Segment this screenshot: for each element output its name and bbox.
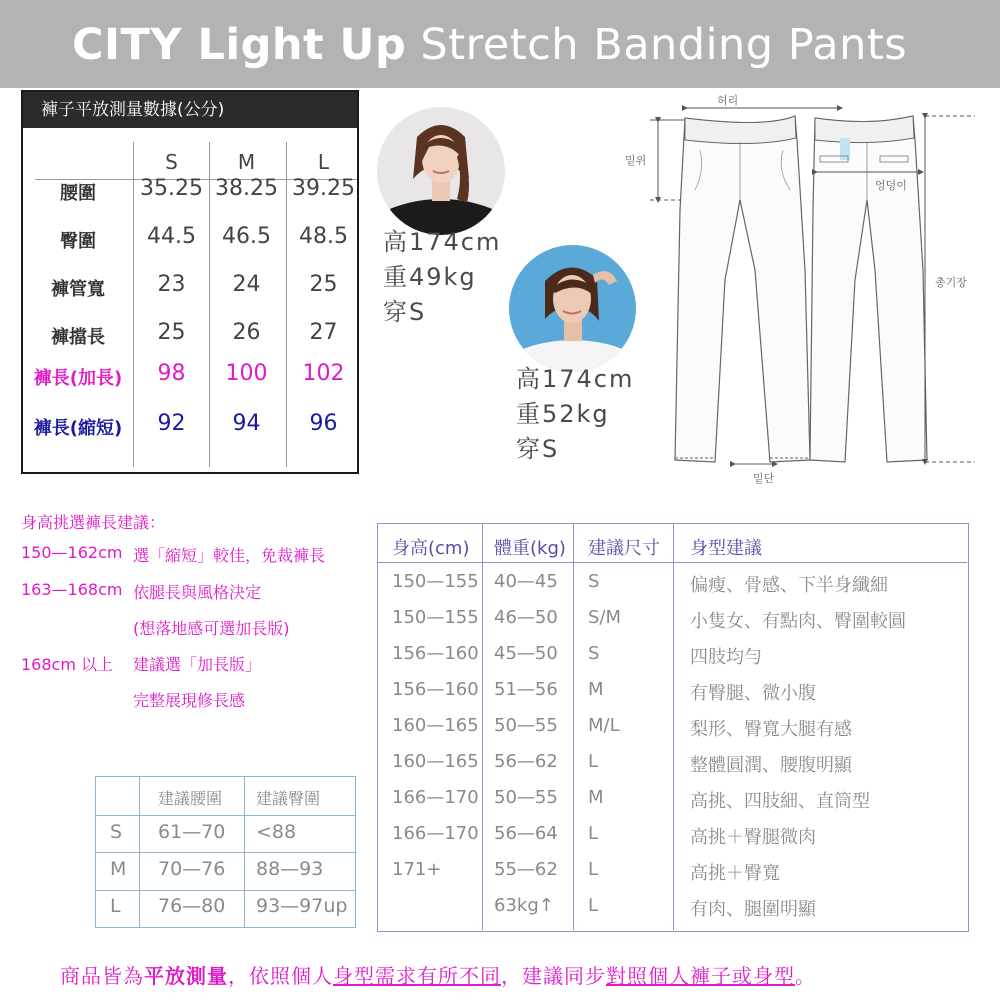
note-part-5: ，建議同步	[501, 964, 606, 988]
small-table-cell: <88	[256, 821, 297, 843]
size-row-label: 褲擋長	[51, 327, 105, 348]
big-table-header: 身型建議	[690, 538, 762, 559]
big-table-header: 體重(kg)	[494, 538, 566, 559]
big-table-cell: M	[588, 679, 604, 700]
big-table-cell: 63kg↑	[494, 895, 554, 916]
big-table-cell: 156—160	[392, 679, 479, 700]
note-part-7: 。	[795, 964, 816, 988]
size-value-cell: 98	[157, 361, 186, 386]
big-table-cell: L	[588, 895, 599, 916]
small-table-rule	[96, 815, 355, 816]
pants-sketch	[605, 90, 995, 495]
diagram-label-hem: 밑단	[753, 472, 775, 485]
size-measurement-table	[21, 90, 359, 474]
measurement-note	[60, 960, 816, 989]
big-table-header: 建議尺寸	[588, 538, 660, 559]
size-table-header: 褲子平放測量數據(公分)	[23, 92, 357, 128]
size-value-cell: 44.5	[147, 224, 196, 249]
size-value-cell: 100	[225, 361, 268, 386]
body-type-size-table	[377, 523, 969, 932]
small-table-cell: 88—93	[256, 858, 324, 880]
size-value-cell: 23	[157, 272, 186, 297]
small-table-cell: M	[110, 858, 127, 880]
diagram-label-hip: 엉덩이	[875, 179, 907, 192]
big-table-cell: 166—170	[392, 787, 479, 808]
title-banner	[0, 0, 1000, 88]
big-table-cell: 有肉、腿圍明顯	[690, 899, 816, 920]
size-value-cell: 39.25	[292, 176, 355, 201]
note-part-2: 平放測量	[144, 964, 228, 988]
small-table-rule	[96, 890, 355, 891]
note-part-3: ，依照個人	[228, 964, 333, 988]
big-table-divider	[482, 524, 483, 930]
size-value-cell: 48.5	[299, 224, 348, 249]
big-table-cell: 46—50	[494, 607, 558, 628]
big-table-cell: 150—155	[392, 607, 479, 628]
big-table-cell: 171+	[392, 859, 442, 880]
size-row-label: 褲長(加長)	[33, 368, 123, 389]
big-table-cell: 梨形、臀寬大腿有感	[690, 719, 852, 740]
size-value-cell: 46.5	[222, 224, 271, 249]
advice-text: 完整展現修長感	[133, 691, 246, 710]
small-table-cell: S	[110, 821, 123, 843]
big-table-header: 身高(cm)	[392, 538, 470, 559]
model-1-weight: 重49kg	[383, 263, 477, 291]
big-table-cell: 56—62	[494, 751, 558, 772]
small-table-divider	[244, 777, 245, 927]
size-value-cell: 25	[157, 320, 186, 345]
size-value-cell: 35.25	[140, 176, 203, 201]
big-table-cell: 150—155	[392, 571, 479, 592]
diagram-label-total-length: 총기장	[935, 276, 967, 289]
advice-text: 依腿長與風格決定	[133, 583, 262, 602]
small-table-header: 建議臀圍	[256, 789, 321, 808]
big-table-cell: 56—64	[494, 823, 558, 844]
big-table-cell: S/M	[588, 607, 622, 628]
big-table-cell: L	[588, 823, 599, 844]
small-table-cell: 70—76	[158, 858, 226, 880]
size-column-header: M	[237, 150, 256, 174]
advice-height-range: 168cm 以上	[21, 655, 114, 674]
model-2-weight: 重52kg	[516, 400, 610, 428]
size-value-cell: 25	[309, 272, 338, 297]
size-column-header: S	[165, 150, 178, 174]
note-part-6: 對照個人褲子或身型	[606, 964, 795, 988]
big-table-cell: 156—160	[392, 643, 479, 664]
size-value-cell: 38.25	[215, 176, 278, 201]
big-table-cell: 55—62	[494, 859, 558, 880]
big-table-cell: L	[588, 751, 599, 772]
size-value-cell: 96	[309, 411, 338, 436]
size-row-label: 臀圍	[60, 231, 96, 252]
model-1-size: 穿S	[383, 298, 427, 326]
small-table-cell: 93—97up	[256, 895, 348, 917]
big-table-cell: 160—165	[392, 715, 479, 736]
big-table-divider	[673, 524, 674, 930]
size-row-label: 褲長(縮短)	[33, 418, 123, 439]
advice-text: (想落地感可選加長版)	[133, 619, 290, 638]
big-table-cell: M	[588, 787, 604, 808]
length-advice-title: 身高挑選褲長建議：	[21, 513, 166, 532]
note-part-4: 身型需求有所不同	[333, 964, 501, 988]
big-table-cell: 50—55	[494, 715, 558, 736]
big-table-cell: 有臀腿、微小腹	[690, 683, 816, 704]
product-title-bold: CITY Light Up	[72, 20, 407, 70]
big-table-cell: 50—55	[494, 787, 558, 808]
small-table-divider	[139, 777, 140, 927]
small-table-cell: 61—70	[158, 821, 226, 843]
pants-measurement-diagram	[605, 90, 995, 495]
size-row-label: 腰圍	[60, 183, 96, 204]
recommended-waist-hip-table	[95, 776, 356, 928]
big-table-cell: 四肢均勻	[690, 647, 762, 668]
size-value-cell: 94	[232, 411, 261, 436]
big-table-cell: 整體圓潤、腰腹明顯	[690, 755, 852, 776]
advice-height-range: 163—168cm	[21, 580, 123, 599]
small-table-rule	[96, 852, 355, 853]
big-table-cell: 高挑＋臀寬	[690, 863, 780, 884]
small-table-cell: 76—80	[158, 895, 226, 917]
size-value-cell: 102	[302, 361, 345, 386]
small-table-cell: L	[110, 895, 121, 917]
model-info-1	[383, 225, 501, 330]
product-title-light: Stretch Banding Pants	[420, 20, 908, 70]
big-table-cell: 偏瘦、骨感、下半身纖細	[690, 575, 888, 596]
big-table-cell: 45—50	[494, 643, 558, 664]
model-2-height: 高174cm	[516, 365, 635, 393]
big-table-cell: 51—56	[494, 679, 558, 700]
advice-text: 建議選「加長版」	[133, 655, 262, 674]
advice-height-range: 150—162cm	[21, 543, 123, 562]
size-value-cell: 92	[157, 411, 186, 436]
diagram-label-rise: 밑위	[625, 154, 647, 167]
big-table-cell: S	[588, 643, 600, 664]
big-table-cell: 小隻女、有點肉、臀圍較圓	[690, 611, 906, 632]
size-row-label: 褲管寬	[51, 279, 105, 300]
model-photo-1	[377, 107, 505, 235]
big-table-cell: M/L	[588, 715, 620, 736]
size-column-header: L	[317, 150, 330, 174]
diagram-label-waist: 허리	[717, 94, 739, 107]
model-2-size: 穿S	[516, 435, 560, 463]
note-part-1: 商品皆為	[60, 964, 144, 988]
big-table-cell: 高挑＋臀腿微肉	[690, 827, 816, 848]
big-table-cell: 166—170	[392, 823, 479, 844]
size-value-cell: 24	[232, 272, 261, 297]
big-table-cell: 40—45	[494, 571, 558, 592]
size-value-cell: 27	[309, 320, 338, 345]
model-1-height: 高174cm	[383, 228, 502, 256]
size-value-cell: 26	[232, 320, 261, 345]
product-title	[72, 20, 907, 70]
big-table-divider	[573, 524, 574, 930]
big-table-cell: L	[588, 859, 599, 880]
big-table-cell: S	[588, 571, 600, 592]
advice-text: 選「縮短」較佳，免裁褲長	[133, 546, 326, 565]
big-table-cell: 160—165	[392, 751, 479, 772]
big-table-cell: 高挑、四肢細、直筒型	[690, 791, 870, 812]
small-table-header: 建議腰圍	[158, 789, 223, 808]
